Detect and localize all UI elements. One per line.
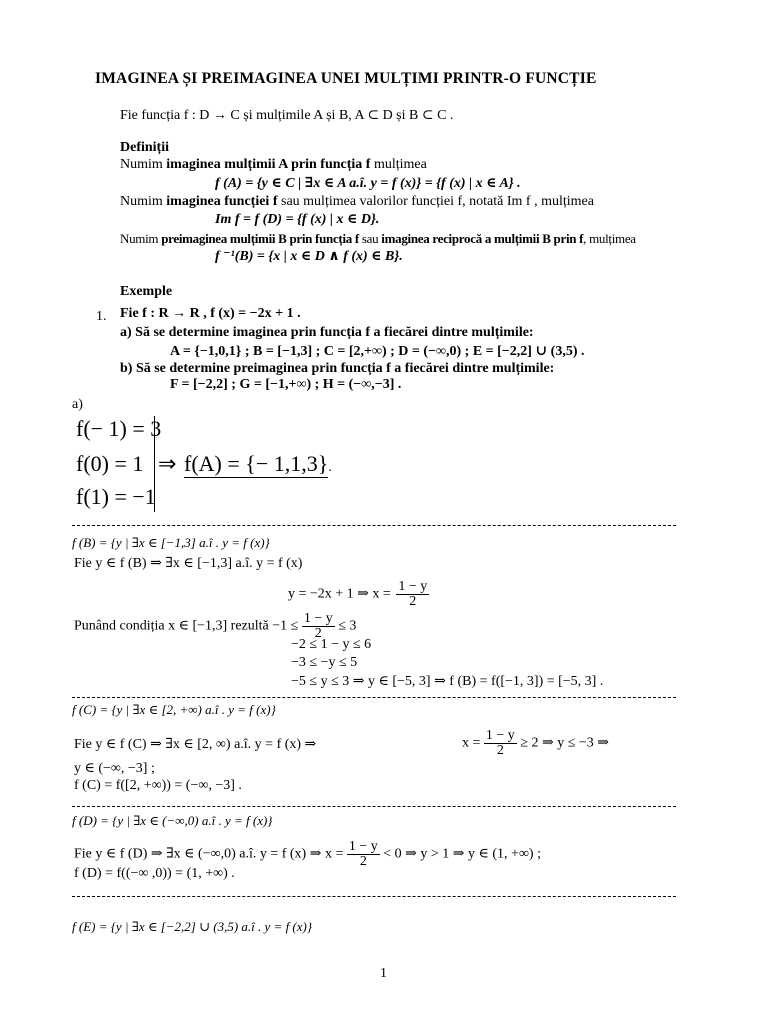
divider xyxy=(72,896,676,897)
intro-text: Fie funcția f : D → C și mulțimile A și B, A ⊂ D și B ⊂ C . xyxy=(120,108,454,123)
fraction-denominator: 2 xyxy=(409,594,417,609)
definitions-heading: Definiții xyxy=(120,140,169,155)
definition-text: mulțimea xyxy=(373,157,427,172)
solution-a-label: a) xyxy=(72,397,83,412)
page-number: 1 xyxy=(380,966,387,981)
examples-heading: Exemple xyxy=(120,284,173,299)
fie-f-b: Fie y ∈ f (B) ⇒ ∃x ∈ [−1,3] a.î. y = f (x) xyxy=(74,556,303,571)
divider xyxy=(72,806,676,807)
equation-text: x = xyxy=(462,735,481,751)
definition-text: Numim xyxy=(120,157,163,172)
definition-term: imaginea reciprocă a mulțimii B prin f xyxy=(381,231,584,246)
question-b-sets: F = [−2,2] ; G = [−1,+∞) ; H = (−∞,−3] . xyxy=(170,377,402,392)
fie-f-c xyxy=(74,736,316,753)
inequality-step-1: −2 ≤ 1 − y ≤ 6 xyxy=(291,637,372,652)
formula-preimage: f ⁻¹(B) = {x | x ∈ D ∧ f (x) ∈ B}. xyxy=(215,249,403,264)
fraction-denominator: 2 xyxy=(496,743,504,758)
equation-text: ≥ 2 ⇒ y ≤ −3 ⇒ xyxy=(520,735,610,751)
equation-text: ≤ 3 xyxy=(338,618,357,634)
value-f-0: f(0) = 1 xyxy=(76,451,144,476)
fraction-denominator: 2 xyxy=(314,626,322,641)
implies-symbol: ⇒ xyxy=(158,451,177,476)
fraction-denominator: 2 xyxy=(359,854,367,869)
definition-term: imaginea mulțimii A prin funcția f xyxy=(166,157,371,172)
divider xyxy=(72,697,676,698)
definition-image-function xyxy=(120,194,594,210)
fraction-numerator: 1 − y xyxy=(398,579,428,594)
inequality-step-2: −3 ≤ −y ≤ 5 xyxy=(291,655,358,670)
solve-x xyxy=(288,580,429,609)
def-f-c: f (C) = {y | ∃x ∈ [2, +∞) a.î . y = f (x)} xyxy=(72,702,276,717)
definition-term: preimaginea mulțimii B prin funcția f xyxy=(161,231,359,246)
equation-text: y = −2x + 1 ⇒ x = xyxy=(288,586,391,602)
result-dot: . xyxy=(328,460,332,475)
result-value: f(A) = {− 1,1,3} xyxy=(184,451,329,476)
definition-image-set xyxy=(120,157,427,173)
divider xyxy=(72,525,676,526)
definition-term: imaginea funcției f xyxy=(166,194,278,209)
equation-text: Punând condiția x ∈ [−1,3] rezultă −1 ≤ xyxy=(74,618,299,634)
formula-image-function: Im f = f (D) = {f (x) | x ∈ D}. xyxy=(215,212,380,227)
definition-text: , mulțimea xyxy=(583,231,636,246)
definition-text: sau xyxy=(361,231,379,246)
fraction xyxy=(396,580,429,609)
fraction-numerator: 1 − y xyxy=(303,611,333,626)
fie-f-d xyxy=(74,840,541,869)
fraction-numerator: 1 − y xyxy=(348,839,378,854)
def-f-d: f (D) = {y | ∃x ∈ (−∞,0) a.î . y = f (x)} xyxy=(72,813,273,828)
fraction xyxy=(484,729,517,758)
value-f-minus1: f(− 1) = 3 xyxy=(76,416,162,441)
fie-f-c-fraction xyxy=(462,729,609,758)
brace-bar xyxy=(154,416,155,512)
definition-text: Numim xyxy=(120,194,163,209)
inequality-step-3: −5 ≤ y ≤ 3 ⇒ y ∈ [−5, 3] ⇒ f (B) = f([−1, 3]) = [−5, 3] . xyxy=(291,674,604,689)
result-f-a xyxy=(184,451,332,477)
def-f-b: f (B) = {y | ∃x ∈ [−1,3] a.î . y = f (x)} xyxy=(72,535,270,550)
page-title: IMAGINEA ȘI PREIMAGINEA UNEI MULȚIMI PRINTR-O FUNCȚIE xyxy=(95,70,597,87)
equation-text: < 0 ⇒ y > 1 ⇒ y ∈ (1, +∞) ; xyxy=(383,846,541,862)
definition-text: Numim xyxy=(120,231,159,246)
question-a-sets: A = {−1,0,1} ; B = [−1,3] ; C = [2,+∞) ; D = (−∞,0) ; E = [−2,2] ∪ (3,5) . xyxy=(170,344,585,359)
equation-text: Fie y ∈ f (D) ⇒ ∃x ∈ (−∞,0) a.î. y = f (x) ⇒ x = xyxy=(74,846,344,862)
example-number: 1. xyxy=(96,309,107,324)
fraction xyxy=(347,840,380,869)
definition-text: sau mulțimea valorilor funcției f, notată Im f , mulțimea xyxy=(281,194,594,209)
definition-preimage xyxy=(120,231,636,247)
question-b: b) Să se determine preimaginea prin funcția f a fiecărei dintre mulțimile: xyxy=(120,361,555,376)
equation-text: Fie y ∈ f (C) ⇒ ∃x ∈ [2, ∞) a.î. y = f (x) ⇒ xyxy=(74,737,317,752)
value-f-1: f(1) = −1 xyxy=(76,484,156,509)
fraction-numerator: 1 − y xyxy=(485,728,515,743)
example-function: Fie f : R → R , f (x) = −2x + 1 . xyxy=(120,306,301,321)
formula-image-set: f (A) = {y ∈ C | ∃x ∈ A a.î. y = f (x)} = {f (x) | x ∈ A} . xyxy=(215,176,521,191)
result-f-d: f (D) = f((−∞ ,0)) = (1, +∞) . xyxy=(74,866,235,881)
result-y-c: y ∈ (−∞, −3] ; xyxy=(74,761,155,776)
question-a: a) Să se determine imaginea prin funcția f a fiecărei dintre mulțimile: xyxy=(120,325,534,340)
def-f-e: f (E) = {y | ∃x ∈ [−2,2] ∪ (3,5) a.î . y = f (x)} xyxy=(72,919,313,934)
result-f-c: f (C) = f([2, +∞)) = (−∞, −3] . xyxy=(74,778,242,793)
